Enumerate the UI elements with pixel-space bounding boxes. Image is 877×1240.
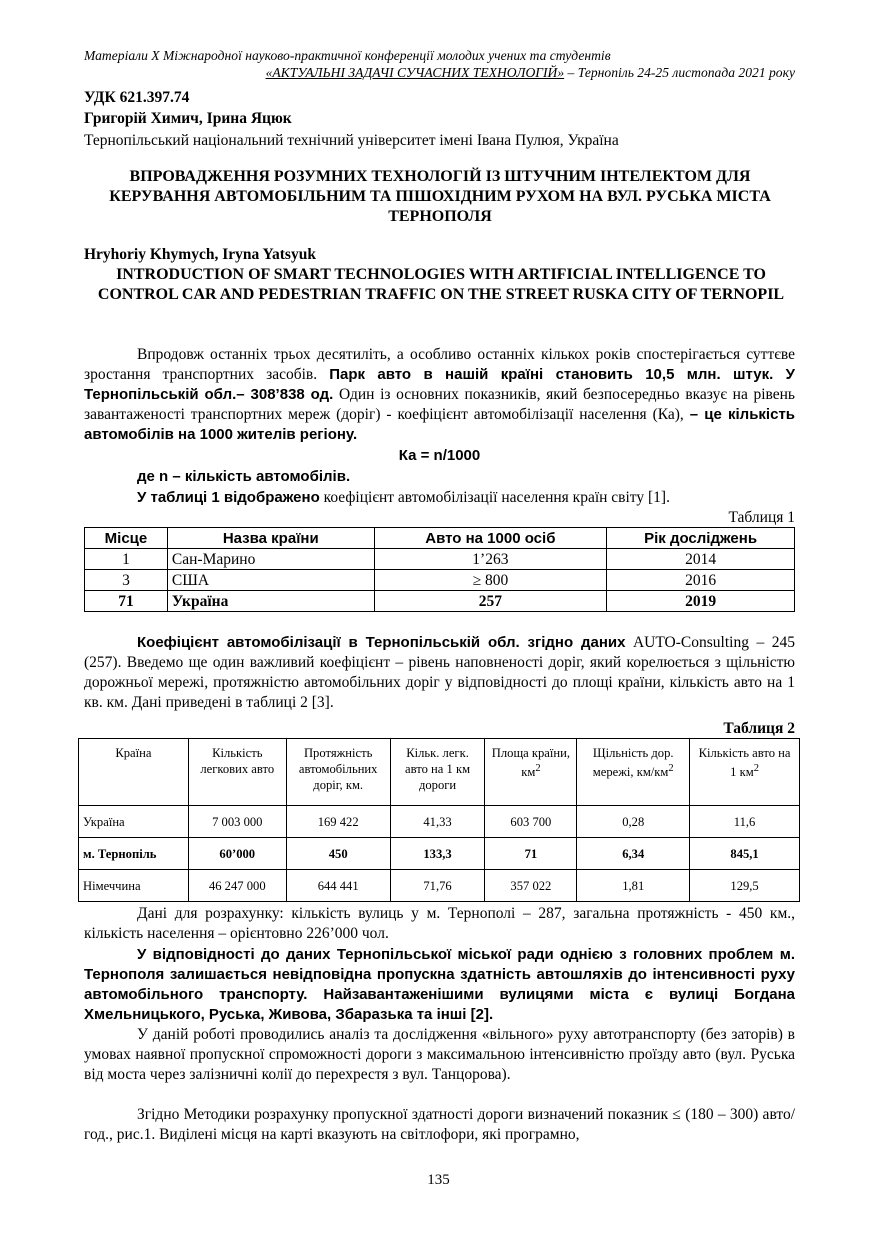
table2-cell: Німеччина <box>79 870 189 902</box>
table1-cell: США <box>167 570 374 591</box>
table-row <box>85 570 795 591</box>
table2-cell: 603 700 <box>485 806 577 838</box>
p1-bold-b: Парк авто в нашій країні становить 10,5 млн. штук. У Тернопільській обл.– 308’838 од. <box>84 366 795 403</box>
table2-header-cell: Країна <box>79 739 189 806</box>
table-1 <box>84 527 795 612</box>
authors-ua: Григорій Химич, Ірина Яцюк <box>84 110 292 127</box>
table2-caption: Таблиця 2 <box>723 720 795 737</box>
paragraph-7: Згідно Методики розрахунку пропускної здатності дороги визначений показник ≤ (180 – 300) авто/год., рис.1. Виділені місця на карті вказують на світлофори, які програмно, <box>84 1106 795 1143</box>
table2-cell: 6,34 <box>577 838 690 870</box>
table1-cell: 257 <box>374 591 607 612</box>
table1-cell: Сан-Марино <box>167 549 374 570</box>
table2-cell: 129,5 <box>690 870 800 902</box>
table1-header-cell: Назва країни <box>167 528 374 549</box>
table1-cell: 2014 <box>607 549 795 570</box>
conference-name: «АКТУАЛЬНІ ЗАДАЧІ СУЧАСНИХ ТЕХНОЛОГІЙ» <box>265 65 565 80</box>
table2-cell: 11,6 <box>690 806 800 838</box>
superscript: 2 <box>535 763 541 774</box>
table1-cell: ≥ 800 <box>374 570 607 591</box>
paragraph-1 <box>84 345 795 445</box>
p3-bold: Коефіцієнт автомобілізації в Тернопільській обл. згідно даних <box>137 634 626 651</box>
table2-cell: 46 247 000 <box>188 870 286 902</box>
table2-header-cell: Протяжність автомобільних доріг, км. <box>286 739 390 806</box>
table-row <box>79 838 800 870</box>
authors-en: Hryhoriy Khymych, Iryna Yatsyuk <box>84 246 316 263</box>
superscript: 2 <box>753 763 759 774</box>
table-row <box>79 806 800 838</box>
paragraph-4: Дані для розрахунку: кількість вулиць у м. Тернополі – 287, загальна протяжність - 450 км., кількість населення – орієнтовно 226’000 чол. <box>84 905 795 942</box>
table1-header-cell: Рік досліджень <box>607 528 795 549</box>
header-line-2 <box>84 64 795 81</box>
header-line-1: Матеріали X Міжнародної науково-практичної конференції молодих учених та студентів <box>84 48 611 63</box>
table2-header-cell <box>690 739 800 806</box>
table2-header-cell: Кільк. легк. авто на 1 км дороги <box>390 739 485 806</box>
title-ua: ВПРОВАДЖЕННЯ РОЗУМНИХ ТЕХНОЛОГІЙ ІЗ ШТУЧНИМ ІНТЕЛЕКТОМ ДЛЯ КЕРУВАННЯ АВТОМОБІЛЬНИМ ТА ПІШОХІДНИМ РУХОМ НА ВУЛ. РУСЬКА МІСТА ТЕРНОПОЛЯ <box>109 168 771 225</box>
table2-cell: 133,3 <box>390 838 485 870</box>
table-row <box>85 549 795 570</box>
title-en: INTRODUCTION OF SMART TECHNOLOGIES WITH ARTIFICIAL INTELLIGENCE TO CONTROL CAR AND PEDESTRIAN TRAFFIC ON THE STREET RUSKA CITY OF TERNOPIL <box>97 266 785 303</box>
table1-header-cell: Авто на 1000 осіб <box>374 528 607 549</box>
table1-caption: Таблиця 1 <box>728 509 795 526</box>
table2-cell: 357 022 <box>485 870 577 902</box>
density-header-text: Щільність дор. мережі, км/км <box>592 746 674 780</box>
table1-cell: 1 <box>85 549 168 570</box>
p2-text: коефіцієнт автомобілізації населення країн світу [1]. <box>319 489 670 506</box>
paragraph-5: У відповідності до даних Тернопільської міської ради однією з головних проблем м. Тернополя залишається невідповідна пропускна здатність автошляхів до інтенсивності руху автомобільного транспорту. Найзавантаженішими вулицями міста є вулиці Богдана Хмельницького, Руська, Живова, Збаразька та інші [2]. <box>84 946 795 1023</box>
superscript: 2 <box>668 763 674 774</box>
cars-per-km-header-text: Кількість авто на 1 км <box>698 746 791 780</box>
udk-code: УДК 621.397.74 <box>84 89 190 106</box>
running-header <box>84 47 795 81</box>
table1-header-cell: Місце <box>85 528 168 549</box>
p1-text-a: Впродовж останніх трьох десятиліть, а особливо останніх кількох років спостерігається суттєве зростання транспортних засобів. <box>84 346 795 383</box>
table1-header-row <box>85 528 795 549</box>
table2-cell: 0,28 <box>577 806 690 838</box>
paragraph-6: У даній роботі проводились аналіз та дослідження «вільного» руху автотранспорту (без заторів) в умовах наявної пропускної спроможності дороги з максимальною інтенсивністю проїзду авто (вул. Руська від моста через залізничні колії до перехрестя з вул. Танцорова). <box>84 1026 795 1083</box>
table-2 <box>78 738 800 902</box>
paragraph-2 <box>137 488 787 508</box>
table1-cell: 2016 <box>607 570 795 591</box>
paragraph-3 <box>84 633 795 713</box>
table2-header-cell <box>485 739 577 806</box>
area-header-text: Площа країни, км <box>491 746 571 780</box>
table2-cell: 71 <box>485 838 577 870</box>
table2-cell: Україна <box>79 806 189 838</box>
table-row <box>79 870 800 902</box>
formula-where: де n – кількість автомобілів. <box>137 468 351 485</box>
table2-cell: 845,1 <box>690 838 800 870</box>
table1-cell: 3 <box>85 570 168 591</box>
conference-date: – Тернопіль 24-25 листопада 2021 року <box>564 65 795 80</box>
page-number: 135 <box>427 1172 450 1188</box>
p1-bold-d: – це кількість автомобілів на 1000 жителів регіону. <box>84 406 796 443</box>
p2-bold: У таблиці 1 відображено <box>137 489 320 506</box>
p1-text-c: Один із основних показників, який безпосередньо вказує на рівень завантаженості транспортних мереж (доріг) - коефіцієнт автомобілізації населення (Ка), <box>84 386 795 423</box>
table1-cell: 1’263 <box>374 549 607 570</box>
table-row <box>85 591 795 612</box>
table2-cell: 41,33 <box>390 806 485 838</box>
table2-header-row <box>79 739 800 806</box>
table2-cell: 71,76 <box>390 870 485 902</box>
table2-cell: 1,81 <box>577 870 690 902</box>
table2-cell: 7 003 000 <box>188 806 286 838</box>
table2-header-cell: Кількість легкових авто <box>188 739 286 806</box>
table1-cell: 71 <box>85 591 168 612</box>
table2-cell: 60’000 <box>188 838 286 870</box>
table1-cell: Україна <box>167 591 374 612</box>
table2-cell: 169 422 <box>286 806 390 838</box>
affiliation: Тернопільський національний технічний університет імені Івана Пулюя, Україна <box>84 132 619 149</box>
table2-cell: 644 441 <box>286 870 390 902</box>
p3-text: AUTO-Consulting – 245 (257). Введемо ще один важливий коефіцієнт – рівень наповненості доріг, який корелюється з щільністю дорожньої мережі, протяжністю автомобільних доріг у відповідності до площі країни, кількість авто на 1 кв. км. Дані приведені в таблиці 2 [3]. <box>84 634 795 711</box>
table2-cell: 450 <box>286 838 390 870</box>
formula: Ка = n/1000 <box>398 447 481 464</box>
table2-cell: м. Тернопіль <box>79 838 189 870</box>
table1-cell: 2019 <box>607 591 795 612</box>
table2-header-cell <box>577 739 690 806</box>
